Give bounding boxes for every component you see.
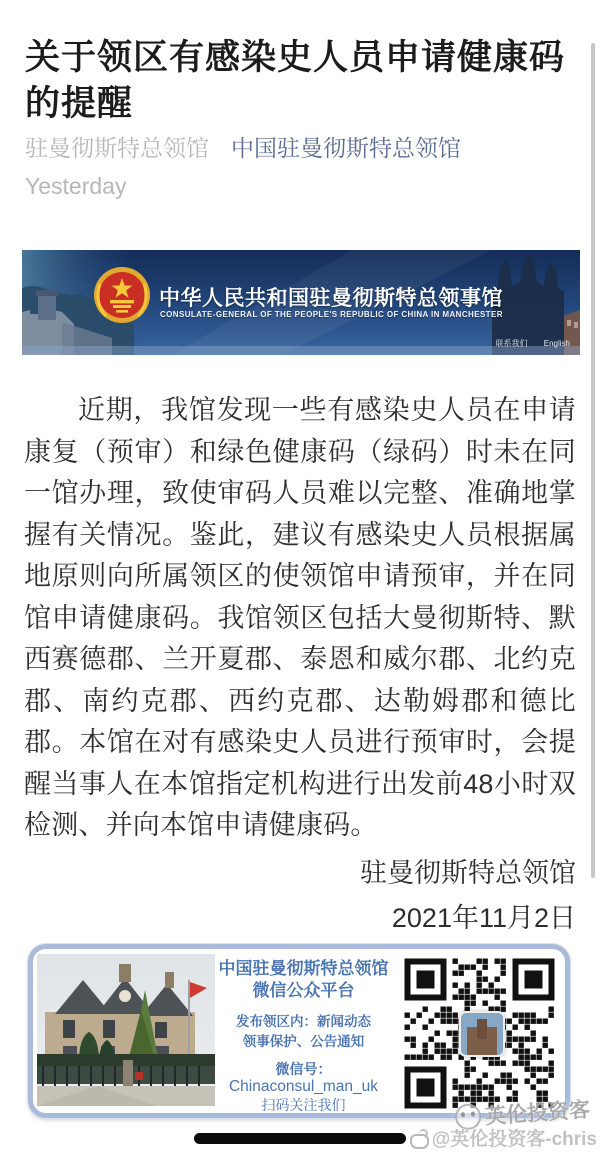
- publish-date: Yesterday: [25, 173, 127, 199]
- card-title: 中国驻曼彻斯特总领馆: [218, 959, 389, 978]
- watermark-brand: 英伦投资客: [484, 1098, 591, 1129]
- card-scope-line1: 发布领区内：新闻动态: [236, 1014, 371, 1029]
- banner-contact-link: 联系我们: [495, 339, 528, 348]
- qr-code: [398, 952, 561, 1110]
- banner-title-en: CONSULATE-GENERAL OF THE PEOPLE'S REPUBLIC OF CHINA IN MANCHESTER: [160, 310, 503, 319]
- scrollbar[interactable]: [591, 43, 595, 878]
- follow-card-text: [215, 949, 392, 1113]
- wechat-id-value: Chinaconsul_man_uk: [228, 1078, 379, 1095]
- home-indicator[interactable]: [194, 1133, 406, 1144]
- consulate-photo: [37, 954, 215, 1106]
- banner-title-cn: 中华人民共和国驻曼彻斯特总领事馆: [159, 287, 503, 310]
- national-emblem-icon: [94, 267, 150, 323]
- byline: [25, 130, 575, 163]
- banner-english-link: English: [543, 339, 570, 348]
- card-scope-line2: 领事保护、公告通知: [242, 1034, 365, 1049]
- account-link[interactable]: 中国驻曼彻斯特总领馆: [231, 135, 461, 161]
- watermark-handle: @英伦投资客-chris: [431, 1129, 597, 1150]
- follow-card: [28, 944, 570, 1118]
- signature-date: 2021年11月2日: [391, 903, 576, 933]
- page-title: 关于领区有感染史人员申请健康码的提醒: [25, 38, 566, 124]
- weibo-icon: [408, 1129, 428, 1147]
- signature-name: 驻曼彻斯特总领馆: [360, 858, 576, 888]
- scan-follow-hint: 扫码关注我们: [261, 1097, 346, 1113]
- consulate-banner-image: [22, 250, 580, 355]
- banner-links: [482, 338, 570, 349]
- wechat-id-label: 微信号：: [275, 1061, 332, 1077]
- card-subtitle: 微信公众平台: [252, 981, 355, 1000]
- qr-center-thumbnail: [459, 1011, 505, 1057]
- consulate-photo-artwork: [37, 954, 215, 1106]
- signature-block: [24, 851, 576, 941]
- watermark-line2: [408, 1124, 597, 1151]
- article-body: 近期，我馆发现一些有感染史人员在申请康复（预审）和绿色健康码（绿码）时未在同一馆办理，致使审码人员难以完整、准确地掌握有关情况。鉴此，建议有感染史人员根据属地原则向所属领区的使领馆申请预审，并在同馆申请健康码。我馆领区包括大曼彻斯特、默西赛德郡、兰开夏郡、泰恩和威尔郡、北约克郡、南约克郡、西约克郡、达勒姆郡和德比郡。本馆在对有感染史人员进行预审时，会提醒当事人在本馆指定机构进行出发前48小时双检测、并向本馆申请健康码。: [24, 395, 576, 840]
- account-tag[interactable]: 驻曼彻斯特总领馆: [25, 135, 209, 161]
